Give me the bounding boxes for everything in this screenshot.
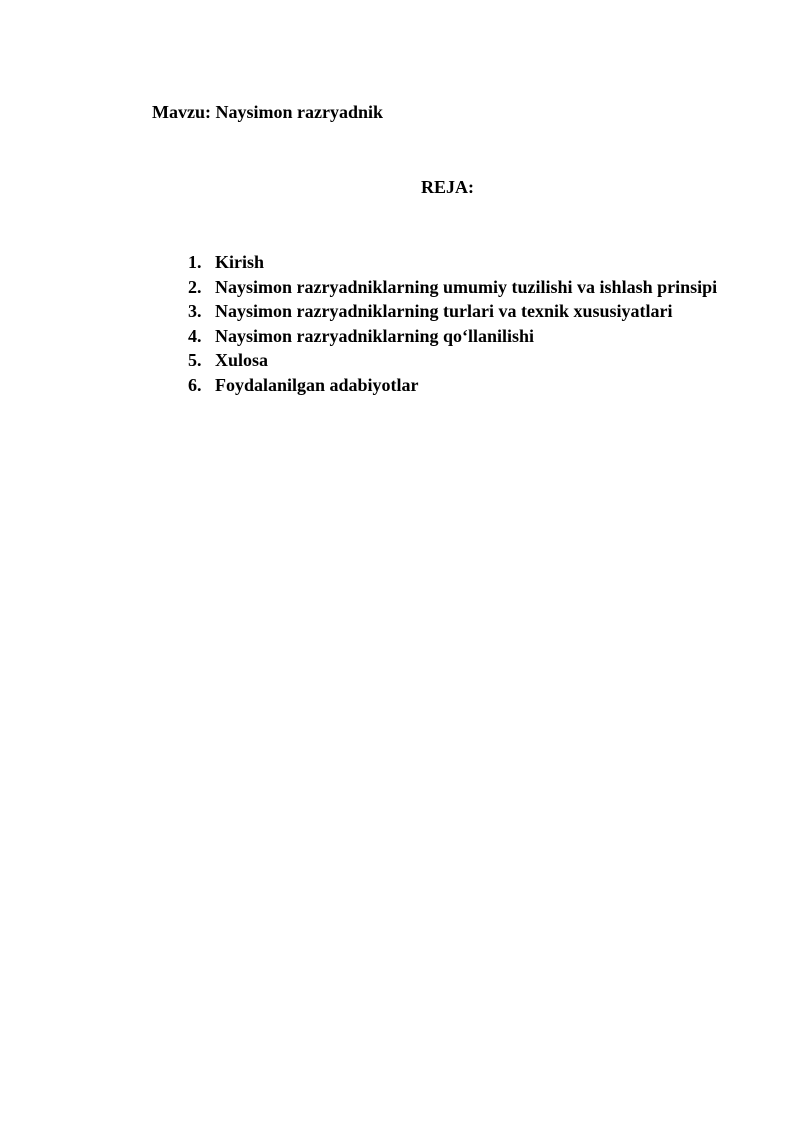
plan-item-number: 1. — [188, 252, 202, 272]
plan-item-number: 4. — [188, 325, 202, 346]
plan-item-text: Xulosa — [215, 350, 269, 371]
plan-title: REJA: — [421, 177, 474, 197]
plan-item-text: Naysimon razryadniklarning umumiy tuzilishi va ishlash prinsipi — [215, 276, 718, 297]
plan-item — [188, 299, 717, 324]
plan-item-number: 6. — [188, 374, 202, 395]
plan-item — [188, 250, 717, 275]
plan-item-number: 2. — [188, 276, 202, 297]
plan-item-text: Naysimon razryadniklarning qo‘llanilishi — [215, 325, 535, 346]
plan-item-text: Foydalanilgan adabiyotlar — [215, 374, 419, 395]
plan-item — [188, 324, 717, 349]
plan-item-number: 3. — [188, 301, 202, 322]
plan-item-text: Kirish — [215, 252, 265, 272]
topic-heading: Mavzu: Naysimon razryadnik — [152, 102, 383, 122]
plan-list — [188, 250, 717, 398]
plan-item-text: Naysimon razryadniklarning turlari va texnik xususiyatlari — [215, 301, 673, 322]
plan-item — [188, 275, 717, 300]
plan-item — [188, 373, 717, 398]
plan-item — [188, 348, 717, 373]
plan-item-number: 5. — [188, 350, 202, 371]
